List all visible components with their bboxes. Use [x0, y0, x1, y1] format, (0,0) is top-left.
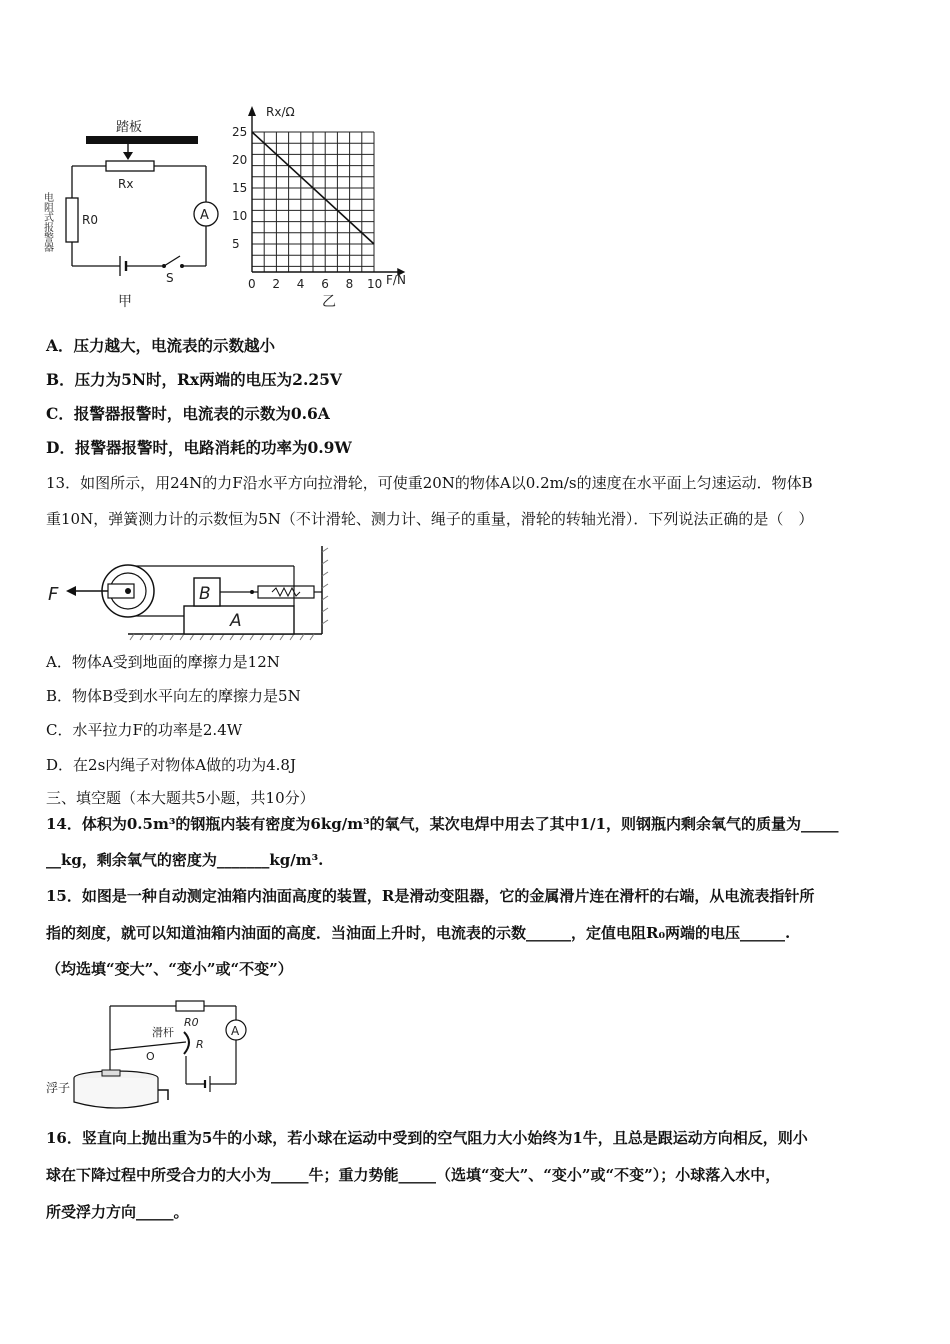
ammeter-label: A [231, 1024, 240, 1038]
q12-option-c: C．报警器报警时，电流表的示数为0.6A [46, 404, 330, 423]
x-tick-label: 8 [345, 277, 354, 291]
q13-stem-line1: 13．如图所示，用24N的力F沿水平方向拉滑轮，可使重20N的物体A以0.2m/s的速度在水平面上匀速运动．物体B [46, 474, 813, 492]
q13-option-b: B．物体B受到水平向左的摩擦力是5N [46, 687, 301, 705]
q14-line1: 14．体积为0.5m³的钢瓶内装有密度为6kg/m³的氧气，某次电焊中用去了其中1/1，则钢瓶内剩余氧气的质量为_____ [46, 815, 839, 833]
r-label: R [196, 1038, 204, 1051]
tank-body [74, 1078, 158, 1108]
r0-label: R0 [82, 213, 98, 227]
q13-option-d: D．在2s内绳子对物体A做的功为4.8J [46, 756, 296, 774]
block-a-label: A [230, 611, 242, 631]
y-tick-label: 15 [232, 181, 248, 195]
float [102, 1070, 120, 1076]
graph-ylabel: Rx/Ω [266, 105, 295, 119]
y-tick-label: 10 [232, 209, 248, 223]
pedal-label: 踏板 [116, 120, 143, 135]
y-tick-label: 5 [232, 237, 240, 251]
switch-label: S [166, 271, 174, 285]
rx-label: Rx [118, 177, 134, 191]
y-tick-label: 20 [232, 153, 248, 167]
ammeter-label: A [200, 208, 209, 223]
q13-stem-line2: 重10N，弹簧测力计的示数恒为5N（不计滑轮、测力计、绳子的重量，滑轮的转轴光滑）．下列说法正确的是（ ） [46, 510, 814, 528]
q12-option-d: D．报警器报警时，电路消耗的功率为0.9W [46, 438, 352, 457]
q12-option-a: A．压力越大，电流表的示数越小 [46, 336, 276, 355]
pedal-plate [86, 136, 198, 144]
caption-jia: 甲 [118, 294, 132, 310]
r0-label: R0 [184, 1016, 199, 1029]
x-tick-label: 6 [321, 277, 329, 291]
q13-option-c: C．水平拉力F的功率是2.4W [46, 721, 243, 739]
y-axis-arrow [248, 106, 256, 116]
x-tick-label: 4 [296, 277, 305, 291]
force-f-label: F [48, 584, 59, 605]
section-heading: 三、填空题（本大题共5小题，共10分） [46, 789, 315, 807]
pivot-o-label: O [146, 1050, 155, 1063]
rod-label: 滑杆 [152, 1026, 174, 1039]
oil-tank-diagram [44, 990, 254, 1114]
x-tick-label: 0 [248, 277, 256, 291]
block-b-label: B [199, 584, 211, 604]
switch [164, 256, 180, 266]
rx-f-graph [226, 100, 426, 314]
q14-line2: __kg，剩余氧气的密度为_______kg/m³. [46, 851, 324, 869]
r0-resistor [66, 198, 78, 242]
y-tick-label: 25 [232, 125, 248, 139]
x-tick-label: 10 [367, 277, 383, 291]
q16-line1: 16．竖直向上抛出重为5牛的小球，若小球在运动中受到的空气阻力大小始终为1牛，且总是跟运动方向相反，则小 [46, 1129, 808, 1147]
variable-resistor [184, 1032, 189, 1054]
rx-resistor [106, 161, 154, 171]
circuit-diagram-jia [41, 114, 234, 310]
graph-xlabel: F/N [386, 273, 406, 287]
q13-option-a: A．物体A受到地面的摩擦力是12N [46, 653, 280, 671]
alarm-label: 电阻式报警器 [41, 192, 53, 252]
q16-line2: 球在下降过程中所受合力的大小为_____牛；重力势能_____（选填“变大”、“变小”或“不变”）；小球落入水中， [46, 1166, 781, 1184]
q12-option-b: B．压力为5N时，Rx两端的电压为2.25V [46, 370, 342, 389]
pulley-diagram [44, 544, 334, 644]
graph-grid [252, 132, 374, 272]
r0-resistor [176, 1001, 204, 1011]
x-tick-label: 2 [272, 277, 281, 291]
q15-line3: （均选填“变大”、“变小”或“不变”） [46, 960, 293, 978]
q15-line2: 指的刻度，就可以知道油箱内油面的高度．当油面上升时，电流表的示数______，定值电阻R₀两端的电压______. [46, 924, 791, 942]
q15-line1: 15．如图是一种自动测定油箱内油面高度的装置，R是滑动变阻器，它的金属滑片连在滑杆的右端，从电流表指针所 [46, 887, 815, 905]
float-label: 浮子 [46, 1081, 71, 1095]
q16-line3: 所受浮力方向_____。 [46, 1203, 189, 1221]
caption-yi: 乙 [322, 294, 336, 310]
